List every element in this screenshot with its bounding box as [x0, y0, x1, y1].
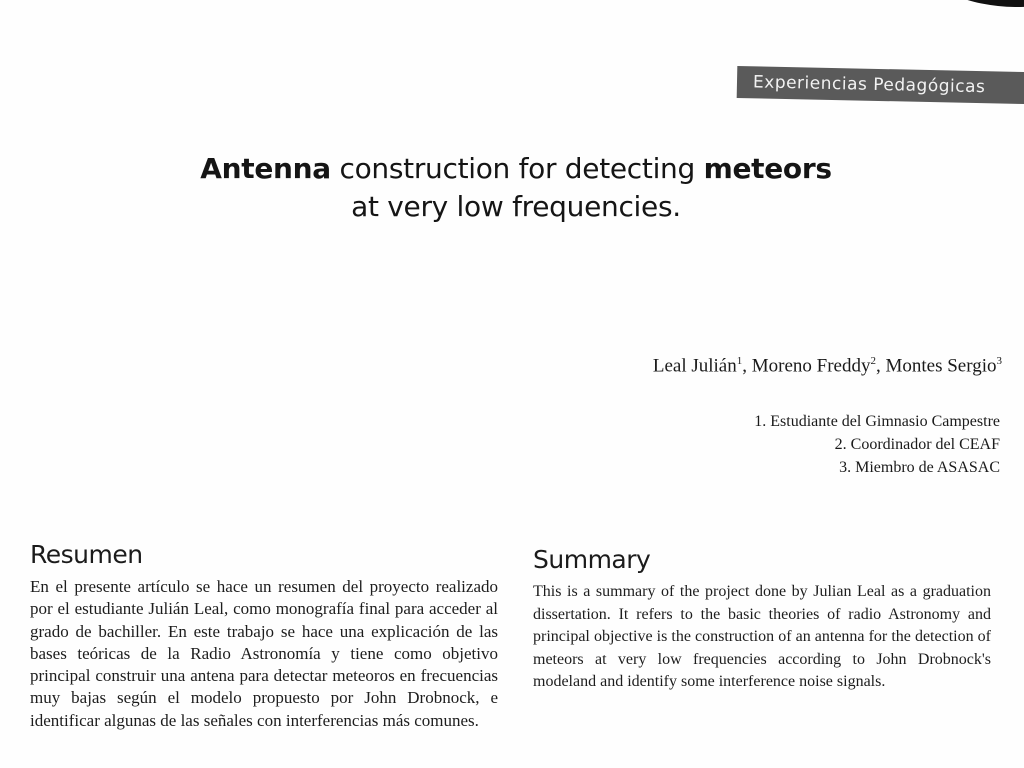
article-title	[160, 150, 872, 226]
title-line-1	[160, 150, 872, 188]
resumen-section	[30, 538, 498, 732]
author-2-marker: 2	[870, 355, 876, 367]
affiliation-1: 1. Estudiante del Gimnasio Campestre	[754, 413, 1000, 430]
author-1-marker: 1	[736, 355, 743, 367]
author-list	[653, 355, 1002, 377]
title-bold-antenna: Antenna	[200, 152, 331, 185]
resumen-heading: Resumen	[30, 540, 143, 569]
section-label: Experiencias Pedagógicas	[752, 72, 986, 98]
affiliation-list	[754, 410, 1000, 479]
author-3-marker: 3	[996, 355, 1002, 367]
resumen-text: En el presente artículo se hace un resumen del proyecto realizado por el estudiante Julián Leal, como monografía final para acceder al grado de bachiller. En este trabajo se hace una explicación de las bases teóricas de la Radio Astronomía y tiene como objetivo principal construir una antena para detectar meteoros en frecuencias muy bajas según el modelo propuesto por John Drobnock, e identificar algunas de las señales con interferencias más comunes.	[30, 577, 498, 730]
author-3-name: , Montes Sergio	[875, 355, 997, 377]
title-bold-meteors: meteors	[703, 152, 832, 185]
author-2-name: , Moreno Freddy	[742, 355, 871, 377]
scan-corner-shadow	[953, 0, 1024, 11]
title-line-2: at very low frequencies.	[351, 190, 681, 223]
summary-heading: Summary	[533, 545, 651, 574]
section-banner	[737, 66, 1024, 104]
title-regular-text: construction for detecting	[330, 152, 704, 185]
affiliation-2: 2. Coordinador del CEAF	[834, 436, 1000, 453]
affiliation-3: 3. Miembro de ASASAC	[839, 459, 1000, 476]
summary-section	[533, 543, 991, 694]
summary-text: This is a summary of the project done by Julian Leal as a graduation dissertation. It refers to the basic theories of radio Astronomy and principal objective is the construction of an antenna for the detection of meteors at very low frequencies according to John Drobnock's modeland and identify some interference noise signals.	[533, 583, 991, 690]
author-1-name: Leal Julián	[652, 355, 737, 377]
